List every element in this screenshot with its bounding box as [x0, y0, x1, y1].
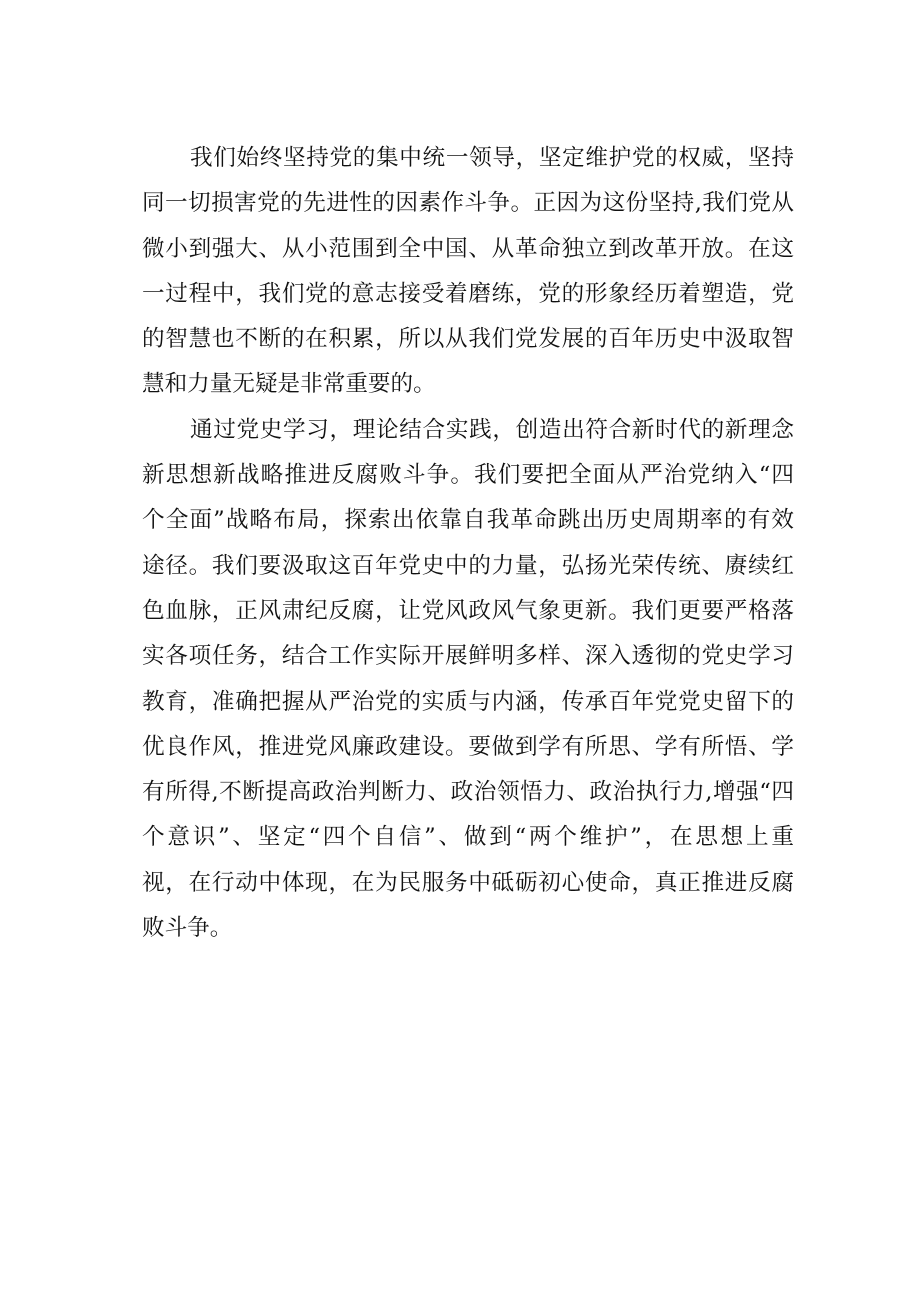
paragraph-line: 优良作风，推进党风廉政建设。要做到学有所思、学有所悟、学 [142, 733, 794, 760]
paragraph-line: 败斗争。 [142, 915, 233, 942]
paragraph-line: 途径。我们要汲取这百年党史中的力量，弘扬光荣传统、赓续红 [142, 552, 794, 579]
paragraph-line: 我们始终坚持党的集中统一领导，坚定维护党的权威，坚持 [190, 145, 794, 171]
document-body [142, 136, 794, 951]
paragraph-line: 一过程中，我们党的意志接受着磨练，党的形象经历着塑造，党 [142, 280, 794, 307]
paragraph-line: 同一切损害党的先进性的因素作斗争。正因为这份坚持,我们党从 [142, 190, 794, 217]
paragraph-line: 实各项任务，结合工作实际开展鲜明多样、深入透彻的党史学习 [142, 643, 794, 670]
paragraph-line: 个全面”战略布局，探索出依靠自我革命跳出历史周期率的有效 [142, 507, 794, 534]
paragraph-line: 教育，准确把握从严治党的实质与内涵，传承百年党党史留下的 [142, 688, 794, 715]
paragraph-2 [142, 408, 794, 952]
paragraph-line: 通过党史学习，理论结合实践，创造出符合新时代的新理念 [190, 416, 794, 443]
paragraph-line: 个意识”、坚定“四个自信”、做到“两个维护”，在思想上重 [142, 824, 794, 851]
paragraph-line: 的智慧也不断的在积累，所以从我们党发展的百年历史中汲取智 [142, 326, 794, 353]
paragraph-line: 慧和力量无疑是非常重要的。 [142, 371, 436, 398]
paragraph-line: 视，在行动中体现，在为民服务中砥砺初心使命，真正推进反腐 [142, 869, 794, 896]
paragraph-1 [142, 136, 794, 408]
paragraph-line: 新思想新战略推进反腐败斗争。我们要把全面从严治党纳入“四 [142, 462, 794, 489]
paragraph-line: 有所得,不断提高政治判断力、政治领悟力、政治执行力,增强“四 [142, 779, 794, 806]
paragraph-line: 微小到强大、从小范围到全中国、从革命独立到改革开放。在这 [142, 235, 794, 262]
paragraph-line: 色血脉，正风肃纪反腐，让党风政风气象更新。我们更要严格落 [142, 597, 794, 624]
